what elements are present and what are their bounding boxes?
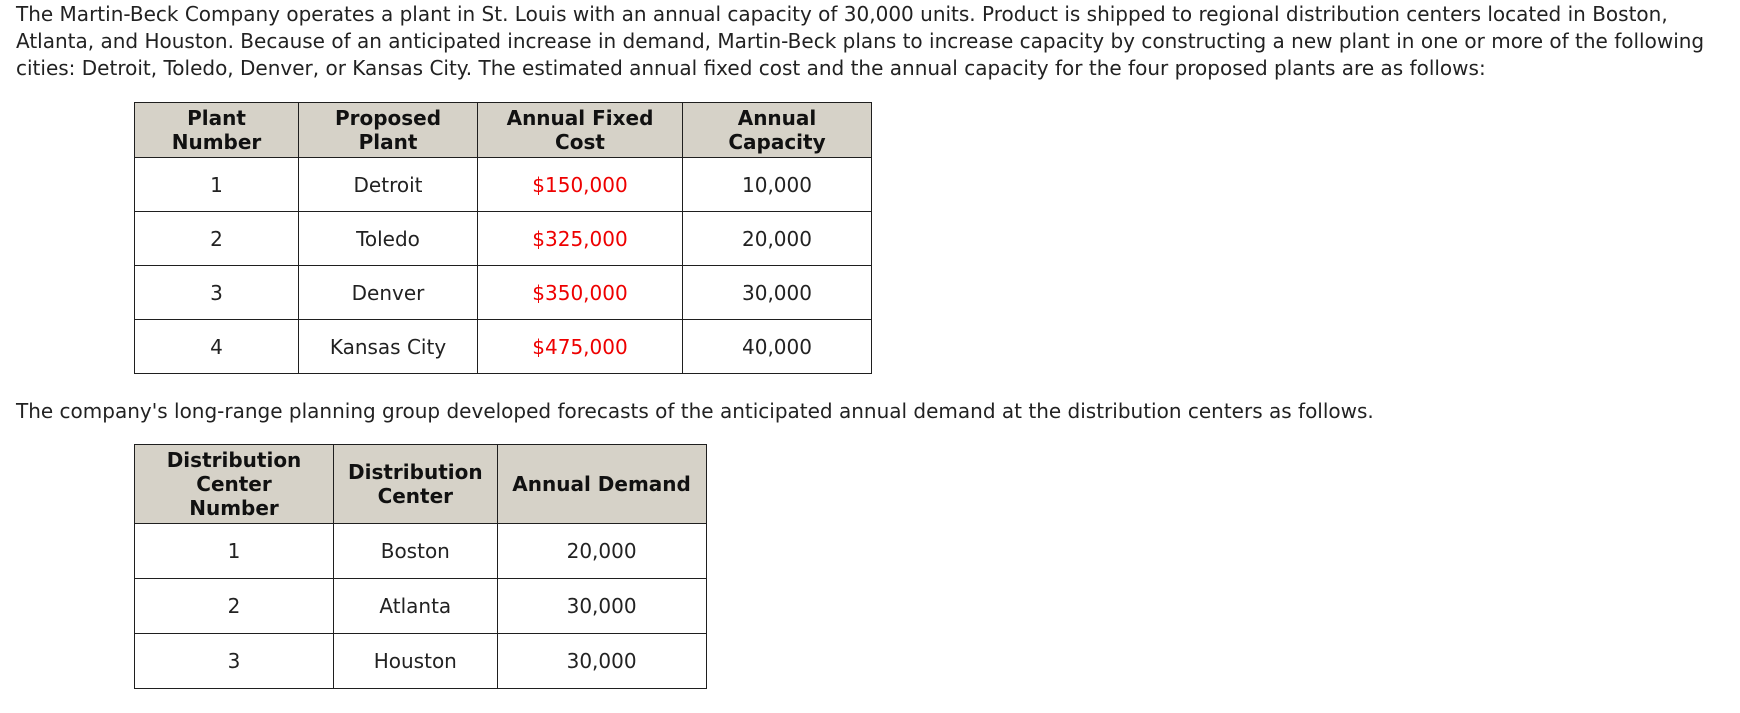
distribution-centers-table [134, 444, 707, 689]
fixed-cost-cell: $475,000 [478, 320, 683, 374]
capacity-cell: 30,000 [683, 266, 872, 320]
table-row [135, 158, 872, 212]
plant-number-cell: 1 [135, 158, 299, 212]
header-annual-demand: Annual Demand [497, 445, 706, 524]
table-header-row [135, 445, 707, 524]
proposed-plant-cell: Kansas City [299, 320, 478, 374]
annual-demand-cell: 20,000 [497, 524, 706, 579]
table-header-row [135, 103, 872, 158]
plant-number-cell: 3 [135, 266, 299, 320]
proposed-plant-cell: Denver [299, 266, 478, 320]
capacity-cell: 20,000 [683, 212, 872, 266]
proposed-plant-cell: Detroit [299, 158, 478, 212]
center-name-cell: Boston [334, 524, 498, 579]
table-row [135, 524, 707, 579]
fixed-cost-cell: $325,000 [478, 212, 683, 266]
center-name-cell: Atlanta [334, 579, 498, 634]
intro-paragraph: The Martin-Beck Company operates a plant in St. Louis with an annual capacity of 30,000 units. Product is shipped to regional distribution centers located in Boston, Atlanta, and Houston. Because of an anticipated increase in demand, Martin-Beck plans to increase capacity by constructing a new plant in one or more of the following cities: Detroit, Toledo, Denver, or Kansas City. The estimated annual fixed cost and the annual capacity for the four proposed plants are as follows: [16, 2, 1705, 80]
fixed-cost-cell: $150,000 [478, 158, 683, 212]
table-row [135, 212, 872, 266]
annual-demand-cell: 30,000 [497, 634, 706, 689]
table-row [135, 320, 872, 374]
fixed-cost-cell: $350,000 [478, 266, 683, 320]
forecast-paragraph: The company's long-range planning group developed forecasts of the anticipated annual demand at the distribution centers as follows. [16, 399, 1374, 423]
header-proposed-plant: Proposed Plant [299, 103, 478, 158]
table-row [135, 579, 707, 634]
proposed-plants-table [134, 102, 872, 374]
table-row [135, 266, 872, 320]
capacity-cell: 10,000 [683, 158, 872, 212]
center-number-cell: 1 [135, 524, 334, 579]
proposed-plant-cell: Toledo [299, 212, 478, 266]
center-number-cell: 2 [135, 579, 334, 634]
annual-demand-cell: 30,000 [497, 579, 706, 634]
plant-number-cell: 4 [135, 320, 299, 374]
header-distribution-center: Distribution Center [334, 445, 498, 524]
header-plant-number: Plant Number [135, 103, 299, 158]
header-annual-capacity: Annual Capacity [683, 103, 872, 158]
header-annual-fixed-cost: Annual Fixed Cost [478, 103, 683, 158]
capacity-cell: 40,000 [683, 320, 872, 374]
center-name-cell: Houston [334, 634, 498, 689]
header-distribution-center-number: Distribution Center Number [135, 445, 334, 524]
plant-number-cell: 2 [135, 212, 299, 266]
center-number-cell: 3 [135, 634, 334, 689]
table-row [135, 634, 707, 689]
